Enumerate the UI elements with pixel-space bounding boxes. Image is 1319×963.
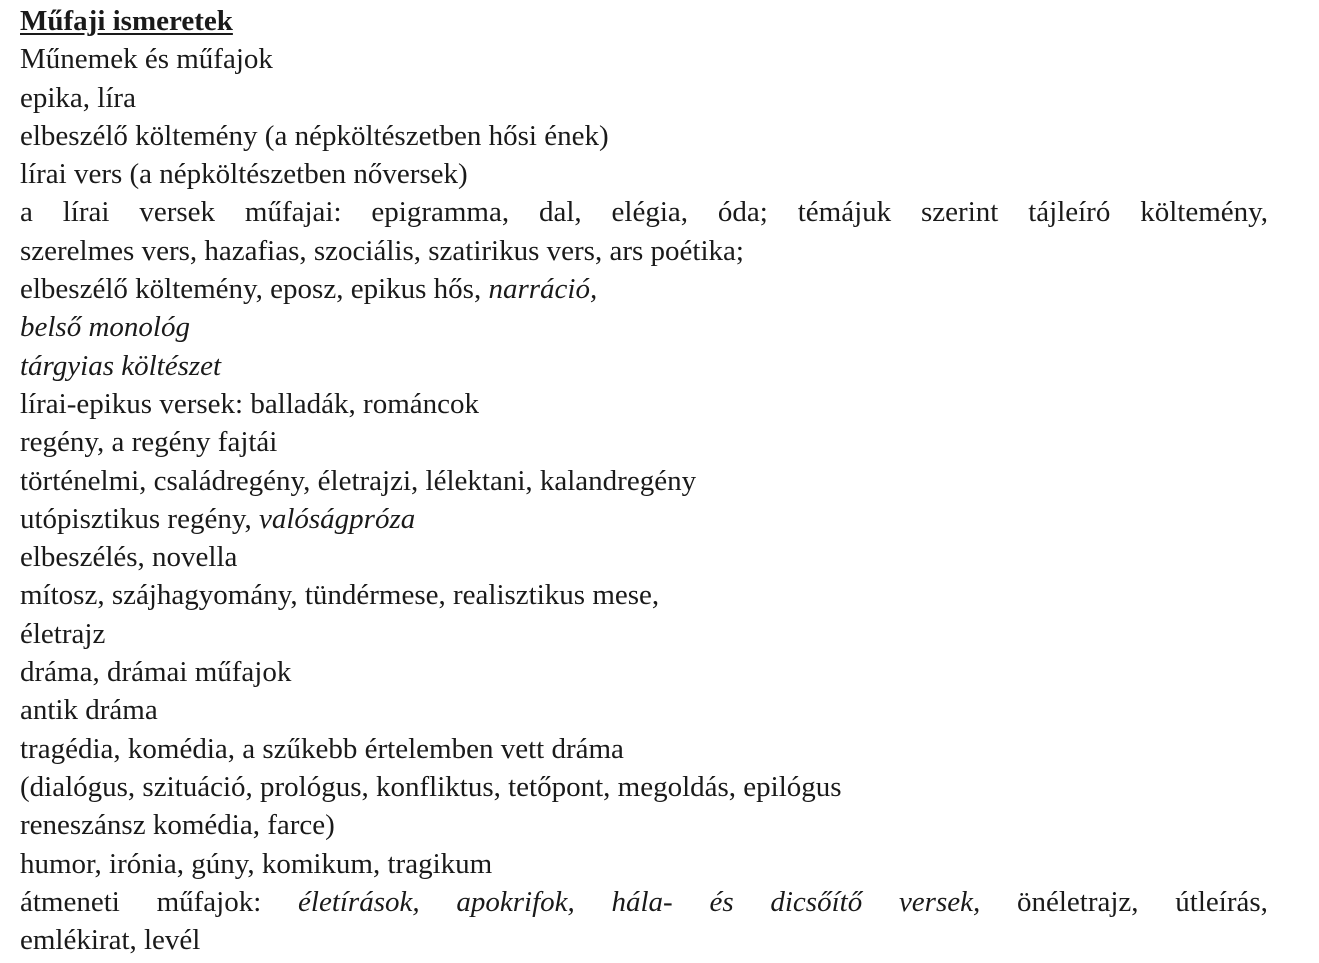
text-italic: narráció, — [488, 273, 598, 306]
text-line: (dialógus, szituáció, prológus, konfliktus, tetőpont, megoldás, epilógus — [20, 770, 842, 803]
text-line — [20, 270, 1268, 308]
word: önéletrajz, — [1016, 885, 1139, 918]
text-line: dráma, drámai műfajok — [20, 656, 292, 689]
word: műfajok: — [156, 885, 262, 918]
text-line: életrajz — [20, 617, 106, 650]
text-line-italic: belső monológ — [20, 311, 190, 344]
text-line: Műnemek és műfajok — [20, 43, 273, 76]
word: útleírás, — [1175, 885, 1268, 918]
text-line-italic: tárgyias költészet — [20, 349, 222, 382]
text-line: elbeszélés, novella — [20, 541, 238, 574]
text-line: történelmi, családregény, életrajzi, lélektani, kalandregény — [20, 464, 697, 497]
text-line: lírai-epikus versek: balladák, románcok — [20, 387, 480, 420]
text-line: lírai vers (a népköltészetben nőversek) — [20, 158, 468, 191]
text-line: humor, irónia, gúny, komikum, tragikum — [20, 847, 493, 880]
word-italic: versek, — [898, 885, 981, 918]
word-italic: életírások, — [298, 885, 420, 918]
document-title: Műfaji ismeretek — [20, 5, 233, 37]
word-italic: apokrifok, — [456, 885, 575, 918]
text-plain: utópisztikus regény, — [20, 502, 259, 535]
text-line: epika, líra — [20, 81, 136, 114]
text-line: tragédia, komédia, a szűkebb értelemben vett dráma — [20, 732, 624, 765]
word-italic: és — [709, 885, 734, 918]
text-line: szerelmes vers, hazafias, szociális, szatirikus vers, ars poétika; — [20, 234, 744, 267]
text-line: reneszánsz komédia, farce) — [20, 809, 335, 842]
text-plain: elbeszélő költemény, eposz, epikus hős, — [20, 273, 489, 306]
text-italic: valóságpróza — [258, 502, 416, 535]
text-line-justified — [20, 883, 1268, 921]
text-line: elbeszélő költemény (a népköltészetben hősi ének) — [20, 119, 609, 152]
word: átmeneti — [20, 885, 120, 918]
document-page — [20, 2, 1268, 959]
text-line: antik dráma — [20, 694, 158, 727]
text-line-justified: a lírai versek műfajai: epigramma, dal, elégia, óda; témájuk szerint tájleíró költemény, — [20, 196, 1268, 229]
text-line: mítosz, szájhagyomány, tündérmese, realisztikus mese, — [20, 579, 660, 612]
word-italic: dicsőítő — [770, 885, 863, 918]
text-line: emlékirat, levél — [20, 924, 201, 957]
text-line — [20, 500, 1268, 538]
text-line: regény, a regény fajtái — [20, 426, 278, 459]
word-italic: hála- — [611, 885, 673, 918]
